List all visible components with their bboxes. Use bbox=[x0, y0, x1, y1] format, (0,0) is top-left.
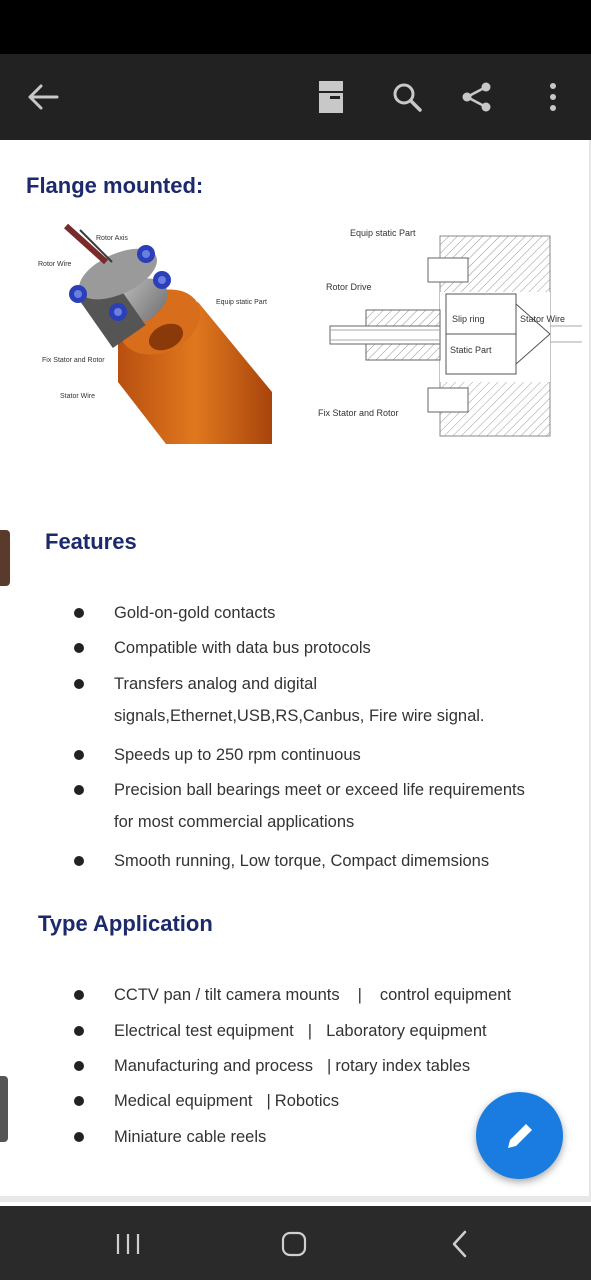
label-static-part: Static Part bbox=[450, 345, 492, 355]
slip-ring-illustration bbox=[36, 222, 276, 450]
label-rotor-axis: Rotor Axis bbox=[96, 235, 128, 242]
bullet bbox=[74, 643, 84, 653]
label-slip-ring: Slip ring bbox=[452, 314, 485, 324]
bullet bbox=[74, 856, 84, 866]
application-item: CCTV pan / tilt camera mounts | control equipment bbox=[114, 986, 512, 1004]
application-item: Medical equipment | Robotics bbox=[114, 1092, 339, 1110]
share-icon[interactable] bbox=[456, 76, 498, 118]
page-edge-mark bbox=[0, 1076, 8, 1142]
feature-item-line: Transfers analog and digital bbox=[114, 675, 318, 693]
recent-apps-icon[interactable] bbox=[108, 1224, 148, 1264]
system-navigation-bar bbox=[0, 1206, 591, 1280]
type-application-heading: Type Application bbox=[38, 911, 213, 936]
label-fix-stator: Fix Stator and Rotor bbox=[42, 357, 105, 364]
bullet bbox=[74, 785, 84, 795]
application-item: Electrical test equipment | Laboratory equipment bbox=[114, 1022, 487, 1040]
flange-heading: Flange mounted: bbox=[26, 173, 204, 198]
application-item: Manufacturing and process | rotary index tables bbox=[114, 1057, 471, 1075]
document-view-icon[interactable] bbox=[310, 76, 352, 118]
bullet bbox=[74, 1132, 84, 1142]
features-heading: Features bbox=[45, 529, 137, 554]
bullet bbox=[74, 1096, 84, 1106]
bullet bbox=[74, 990, 84, 1000]
nav-back-icon[interactable] bbox=[440, 1224, 480, 1264]
feature-item: Gold-on-gold contacts bbox=[114, 604, 276, 622]
feature-item: Smooth running, Low torque, Compact dimemsions bbox=[114, 852, 490, 870]
search-icon[interactable] bbox=[386, 76, 428, 118]
status-bar bbox=[0, 0, 591, 54]
back-arrow-icon[interactable] bbox=[22, 76, 64, 118]
home-icon[interactable] bbox=[274, 1224, 314, 1264]
label-rotor-wire: Rotor Wire bbox=[38, 261, 72, 268]
feature-item: Compatible with data bus protocols bbox=[114, 639, 371, 657]
feature-item-line: signals,Ethernet,USB,RS,Canbus, Fire wire signal. bbox=[114, 707, 485, 725]
bullet bbox=[74, 1061, 84, 1071]
bullet bbox=[74, 1026, 84, 1036]
feature-item: Speeds up to 250 rpm continuous bbox=[114, 746, 361, 764]
feature-item-line: Precision ball bearings meet or exceed life requirements bbox=[114, 781, 525, 799]
label-equip-static-part: Equip static Part bbox=[350, 228, 416, 238]
pencil-edit-icon bbox=[502, 1118, 538, 1154]
bullet bbox=[74, 679, 84, 689]
label-fix-stator-rotor: Fix Stator and Rotor bbox=[318, 408, 399, 418]
more-vert-icon[interactable] bbox=[532, 76, 574, 118]
feature-item-line: for most commercial applications bbox=[114, 813, 355, 831]
bullet bbox=[74, 608, 84, 618]
label-stator-wire: Stator Wire bbox=[60, 393, 96, 400]
application-item: Miniature cable reels bbox=[114, 1128, 267, 1146]
app-toolbar bbox=[0, 54, 591, 140]
cross-section-diagram bbox=[310, 222, 585, 444]
label-equip-static: Equip static Part bbox=[216, 299, 267, 306]
edit-fab-button[interactable] bbox=[476, 1092, 563, 1179]
label-rotor-drive: Rotor Drive bbox=[326, 282, 372, 292]
label-stator-wire-right: Stator Wire bbox=[520, 314, 566, 324]
page-edge-mark bbox=[0, 530, 10, 586]
bullet bbox=[74, 750, 84, 760]
